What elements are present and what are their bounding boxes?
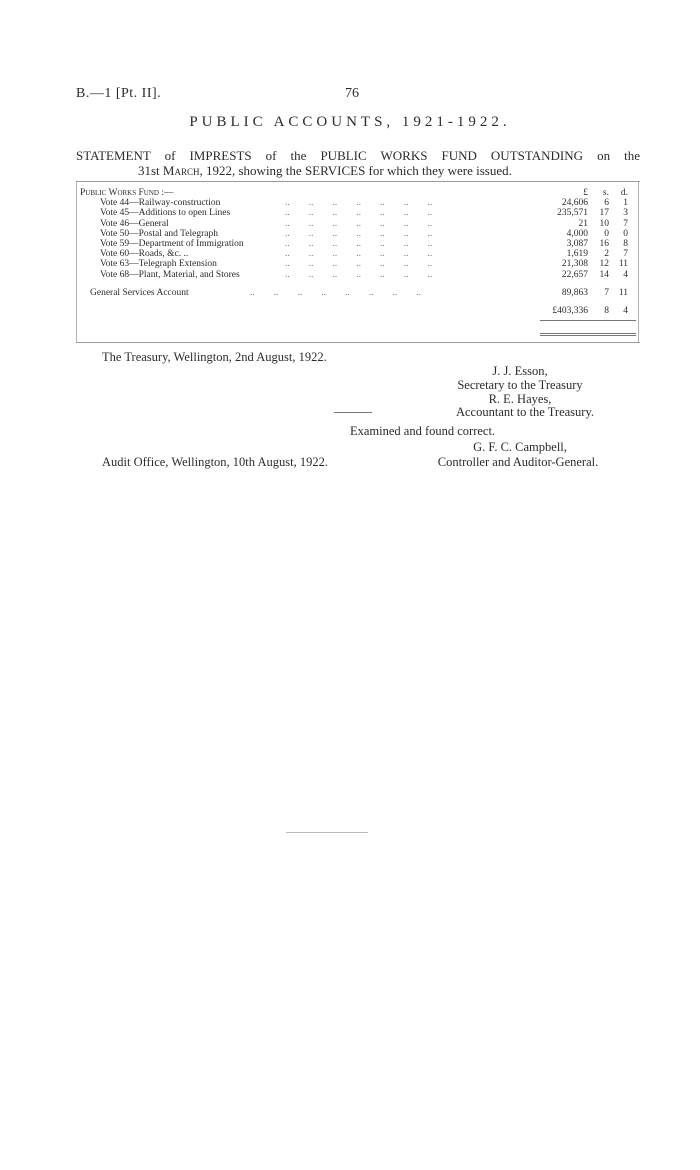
table-header-row <box>80 188 636 198</box>
pence-header: d. <box>620 188 628 198</box>
pounds-header: £ <box>583 188 588 198</box>
row-pence: 7 <box>623 249 628 260</box>
general-services-pounds: 89,863 <box>561 287 588 298</box>
signatory-title-3: Controller and Auditor-General. <box>437 455 599 469</box>
examined-statement: Examined and found correct. <box>350 424 496 438</box>
table-row <box>80 208 636 218</box>
audit-office-location-date: Audit Office, Wellington, 10th August, 1922. <box>102 455 328 469</box>
row-label: Vote 59—Department of Immigration <box>100 238 244 249</box>
row-shillings: 14 <box>599 269 609 280</box>
total-row <box>80 306 636 316</box>
total-rule-top <box>540 320 636 321</box>
table-right-rule <box>638 182 639 342</box>
end-rule <box>286 832 368 833</box>
row-shillings: 12 <box>599 259 609 270</box>
row-shillings: 6 <box>604 198 609 209</box>
treasury-location-date: The Treasury, Wellington, 2nd August, 1922. <box>102 350 327 364</box>
total-pounds: £403,336 <box>552 305 588 316</box>
table-spacer <box>80 280 636 288</box>
row-label: Vote 44—Railway-construction <box>100 198 221 209</box>
total-rule-1 <box>540 333 636 334</box>
statement-line-2 <box>76 163 640 178</box>
signatory-title-1: Secretary to the Treasury <box>457 378 583 392</box>
general-services-pence: 11 <box>618 287 628 298</box>
signatory-title-2: Accountant to the Treasury. <box>455 405 595 419</box>
statement-text-2: , 1922, showing the SERVICES for which they were issued. <box>199 163 512 178</box>
signatory-name-2: R. E. Hayes, <box>488 392 552 406</box>
row-pounds: 1,619 <box>566 249 588 260</box>
row-shillings: 17 <box>599 208 609 219</box>
document-title: PUBLIC ACCOUNTS, 1921-1922. <box>189 114 511 130</box>
row-label: Vote 45—Additions to open Lines <box>100 208 231 219</box>
row-pence: 11 <box>618 259 628 270</box>
leader-dots: .. .. .. .. .. .. .. <box>285 198 433 209</box>
statement-month: March <box>162 163 200 178</box>
row-pounds: 21,308 <box>561 259 588 270</box>
general-services-row <box>80 288 636 298</box>
table-bottom-rule <box>76 342 640 343</box>
row-shillings: 2 <box>604 249 609 260</box>
leader-dots: .. .. .. .. .. .. .. <box>285 238 433 249</box>
leader-dots: .. .. .. .. .. .. .. <box>285 269 433 280</box>
table-row <box>80 229 636 239</box>
row-shillings: 16 <box>599 238 609 249</box>
row-label: Vote 60—Roads, &c. .. <box>100 249 189 260</box>
table-spacer <box>80 298 636 306</box>
signatory-name-1: J. J. Esson, <box>492 364 548 378</box>
total-pence: 4 <box>623 305 628 316</box>
row-pounds: 235,571 <box>557 208 588 219</box>
row-pounds: 3,087 <box>566 238 588 249</box>
page-reference: B.—1 [Pt. II]. <box>76 86 162 101</box>
total-shillings: 8 <box>604 305 609 316</box>
signatory-name-3: G. F. C. Campbell, <box>473 440 567 454</box>
row-pounds: 22,657 <box>561 269 588 280</box>
table-row <box>80 270 636 280</box>
statement-text: of IMPRESTS of the PUBLIC WORKS FUND OUTSTANDING on the <box>164 148 640 163</box>
leader-dots: .. .. .. .. .. .. .. <box>285 208 433 219</box>
total-rule-2 <box>540 335 636 336</box>
row-label: Vote 68—Plant, Material, and Stores <box>100 269 240 280</box>
row-shillings: 0 <box>604 228 609 239</box>
row-pounds: 21 <box>578 218 588 229</box>
table-top-rule <box>76 181 640 182</box>
leader-dots: .. .. .. .. .. .. .. <box>285 228 433 239</box>
leader-dots: .. .. .. .. .. .. .. .. <box>250 287 421 298</box>
table-row <box>80 259 636 269</box>
table-row <box>80 249 636 259</box>
row-pence: 3 <box>623 208 628 219</box>
imprests-table <box>80 188 636 316</box>
row-pence: 8 <box>623 238 628 249</box>
row-label: Vote 50—Postal and Telegraph <box>100 228 218 239</box>
row-pence: 0 <box>623 228 628 239</box>
general-services-shillings: 7 <box>604 287 609 298</box>
separator-dash <box>334 412 372 413</box>
statement-date: 31st <box>138 163 160 178</box>
row-shillings: 10 <box>599 218 609 229</box>
statement-word: STATEMENT <box>76 148 151 163</box>
page-number: 76 <box>345 86 359 101</box>
statement-line-1 <box>76 148 640 163</box>
row-label: Vote 46—General <box>100 218 169 229</box>
leader-dots: .. .. .. .. .. .. .. <box>285 259 433 270</box>
leader-dots: .. .. .. .. .. .. .. <box>285 249 433 260</box>
row-pence: 1 <box>623 198 628 209</box>
row-pence: 4 <box>623 269 628 280</box>
table-row <box>80 198 636 208</box>
section-heading: Public Works Fund :— <box>80 188 174 198</box>
row-pounds: 24,606 <box>561 198 588 209</box>
row-pounds: 4,000 <box>566 228 588 239</box>
table-row <box>80 239 636 249</box>
general-services-label: General Services Account <box>90 287 189 298</box>
row-label: Vote 63—Telegraph Extension <box>100 259 217 270</box>
leader-dots: .. .. .. .. .. .. .. <box>285 218 433 229</box>
table-left-rule <box>76 182 77 342</box>
row-pence: 7 <box>623 218 628 229</box>
table-row <box>80 219 636 229</box>
statement-heading <box>76 148 640 178</box>
shillings-header: s. <box>602 188 609 198</box>
